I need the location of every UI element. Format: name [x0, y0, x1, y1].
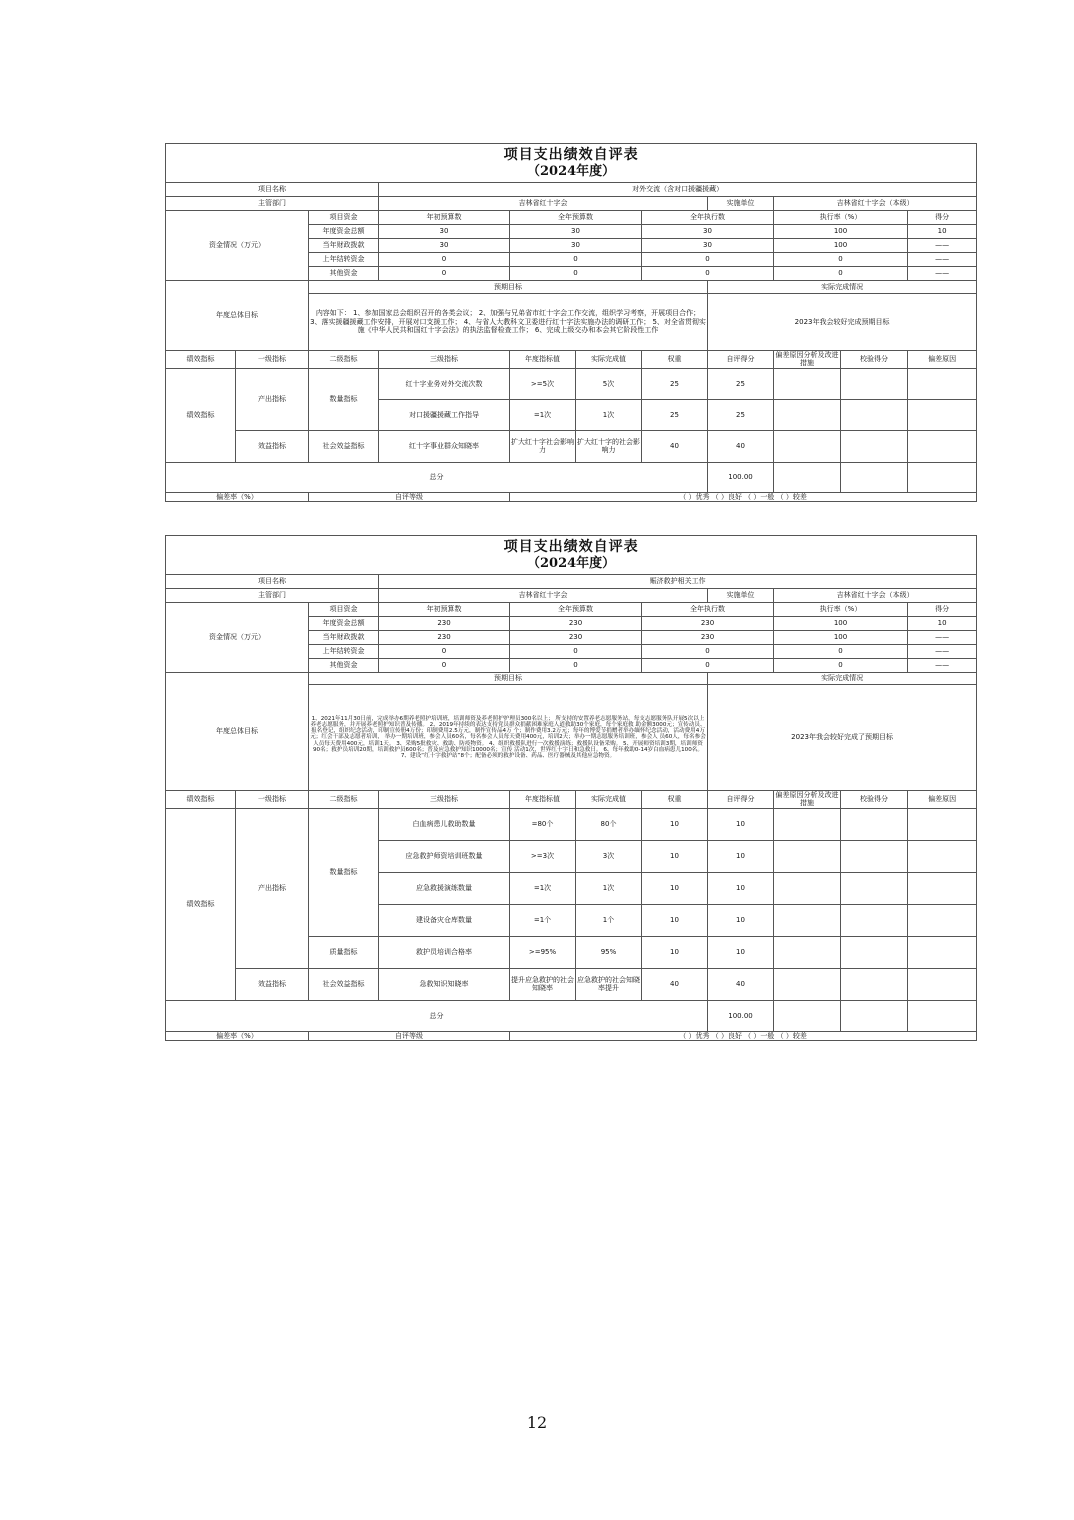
dept-value: 吉林省红十字会	[379, 197, 708, 211]
ind-cell: =1个	[510, 904, 576, 936]
fund-header: 项目资金	[309, 603, 379, 617]
fund-cell: 10	[908, 225, 977, 239]
empty-cell	[774, 808, 841, 840]
ind-cell: 急救知识知晓率	[379, 968, 510, 1000]
ind-cell: 对口援疆援藏工作指导	[379, 399, 510, 430]
grade-options: （ ）优秀 （ ）良好 （ ）一般 （ ）较差	[510, 1031, 977, 1040]
actual-label: 实际完成情况	[708, 673, 977, 685]
empty-cell	[841, 1000, 908, 1031]
fund-cell: 100	[774, 239, 908, 253]
ind-cell: 1次	[576, 872, 642, 904]
fund-cell: 230	[510, 617, 642, 631]
expected-label: 预期目标	[309, 673, 708, 685]
table-subtitle: （2024年度）	[526, 556, 616, 571]
fund-cell: 30	[510, 239, 642, 253]
table-row	[166, 430, 977, 462]
fund-cell: 0	[642, 659, 774, 673]
empty-cell	[841, 872, 908, 904]
ind-header: 年度指标值	[510, 351, 576, 369]
l1-effect: 效益指标	[236, 430, 309, 462]
empty-cell	[908, 462, 977, 492]
ind-cell: 5次	[576, 368, 642, 399]
fund-cell: 其他资金	[309, 267, 379, 281]
fund-cell: ——	[908, 645, 977, 659]
empty-cell	[841, 936, 908, 968]
ind-header: 偏差原因	[908, 351, 977, 369]
actual-result-text: 2023年我会较好完成了预期目标	[708, 685, 977, 791]
l1-output: 产出指标	[236, 808, 309, 968]
fund-cell: 上年结转资金	[309, 645, 379, 659]
unit-label: 实施单位	[708, 589, 774, 603]
fund-cell: 0	[774, 253, 908, 267]
fund-cell: 30	[642, 225, 774, 239]
fund-cell: 230	[379, 631, 510, 645]
empty-cell	[841, 462, 908, 492]
ind-header: 二级指标	[309, 351, 379, 369]
page-number: 12	[526, 1413, 548, 1432]
evaluation-table	[165, 535, 977, 1041]
fund-cell: 0	[774, 267, 908, 281]
actual-label: 实际完成情况	[708, 281, 977, 294]
ind-header: 二级指标	[309, 791, 379, 809]
fund-cell: 0	[379, 253, 510, 267]
empty-cell	[774, 430, 841, 462]
fund-header: 得分	[908, 603, 977, 617]
project-name-value: 赈济救护相关工作	[379, 575, 977, 589]
l2-social: 社会效益指标	[309, 430, 379, 462]
ind-header: 自评得分	[708, 351, 774, 369]
empty-cell	[774, 936, 841, 968]
empty-cell	[774, 1000, 841, 1031]
ind-cell: 10	[642, 904, 708, 936]
grade-options: （ ）优秀 （ ）良好 （ ）一般 （ ）较差	[510, 492, 977, 501]
ind-cell: 红十字事业群众知晓率	[379, 430, 510, 462]
ind-label: 绩效指标	[166, 368, 236, 462]
fund-header: 全年执行数	[642, 603, 774, 617]
ind-cell: 40	[708, 430, 774, 462]
total-label: 总分	[166, 1000, 708, 1031]
fund-cell: 0	[642, 267, 774, 281]
ind-cell: 10	[642, 936, 708, 968]
empty-cell	[774, 904, 841, 936]
ind-header: 一级指标	[236, 351, 309, 369]
fund-cell: 0	[510, 253, 642, 267]
grade-label: 自评等级	[309, 492, 510, 501]
ind-header: 偏差原因分析及改进措施	[775, 791, 839, 808]
table-title: 项目支出绩效自评表	[503, 147, 639, 163]
empty-cell	[774, 462, 841, 492]
deviation-label: 偏差率（%）	[166, 492, 309, 501]
ind-cell: 建设备灾仓库数量	[379, 904, 510, 936]
ind-cell: 应急救援演练数量	[379, 872, 510, 904]
ind-cell: 25	[642, 368, 708, 399]
ind-header: 权重	[642, 351, 708, 369]
ind-cell: 25	[708, 399, 774, 430]
ind-cell: >=5次	[510, 368, 576, 399]
l1-output: 产出指标	[236, 368, 309, 430]
ind-cell: 扩大红十字的社会影响力	[576, 430, 642, 462]
ind-cell: 应急救护的社会知晓率提升	[576, 968, 642, 1000]
fund-header: 得分	[908, 211, 977, 225]
fund-header: 全年预算数	[510, 603, 642, 617]
empty-cell	[908, 1000, 977, 1031]
fund-cell: ——	[908, 659, 977, 673]
ind-cell: 3次	[576, 840, 642, 872]
goal-label: 年度总体目标	[166, 673, 309, 791]
total-label: 总分	[166, 462, 708, 492]
ind-header: 权重	[642, 791, 708, 809]
empty-cell	[841, 904, 908, 936]
fund-cell: 230	[642, 631, 774, 645]
fund-cell: 230	[510, 631, 642, 645]
fund-cell: 当年财政拨款	[309, 631, 379, 645]
empty-cell	[841, 840, 908, 872]
empty-cell	[774, 872, 841, 904]
ind-header: 年度指标值	[510, 791, 576, 809]
ind-cell: 10	[708, 904, 774, 936]
ind-header: 校验得分	[841, 351, 908, 369]
fund-cell: 0	[510, 645, 642, 659]
dept-label: 主管部门	[166, 197, 379, 211]
empty-cell	[908, 808, 977, 840]
ind-cell: 10	[708, 808, 774, 840]
fund-cell: 0	[379, 659, 510, 673]
ind-cell: >=3次	[510, 840, 576, 872]
ind-cell: 10	[708, 872, 774, 904]
ind-cell: 提升应急救护的社会知晓率	[510, 968, 576, 1000]
fund-cell: 年度资金总额	[309, 225, 379, 239]
expected-goal-text: 内容如下： 1、参加国家总会组织召开的各类会议； 2、加强与兄弟省市红十字会工作交流，组织学习考察，开展项目合作； 3、落实援疆援藏工作安排，开展对口支援工作； 4、与省人大教科文卫委进行红十字法实施办法的调研工作； 5、对全省贯彻实施《中华人民共和国红十字会法》的执法监督检查工作； 6、完成上级交办和本会其它阶段性工作	[309, 294, 708, 351]
ind-cell: 10	[642, 808, 708, 840]
fund-cell: 0	[774, 659, 908, 673]
empty-cell	[841, 399, 908, 430]
empty-cell	[841, 968, 908, 1000]
ind-header: 校验得分	[841, 791, 908, 809]
l2-quality: 质量指标	[309, 936, 379, 968]
ind-header: 一级指标	[236, 791, 309, 809]
l2-social: 社会效益指标	[309, 968, 379, 1000]
empty-cell	[841, 430, 908, 462]
empty-cell	[908, 430, 977, 462]
l1-effect: 效益指标	[236, 968, 309, 1000]
table-row	[166, 368, 977, 399]
empty-cell	[908, 368, 977, 399]
fund-cell: 0	[642, 253, 774, 267]
ind-cell: 10	[642, 872, 708, 904]
ind-cell: 40	[642, 968, 708, 1000]
empty-cell	[774, 368, 841, 399]
ind-header: 偏差原因分析及改进措施	[775, 351, 839, 368]
ind-cell: =1次	[510, 872, 576, 904]
unit-value: 吉林省红十字会（本级）	[774, 197, 977, 211]
expected-goal-text: 1、2021年11月30日前，完成举办6期养老照护培训班，培训师资及养老照护护理员300名以上； 所支持的安置养老志愿服务站，每支志愿服务队开展5次以上养老志愿服务，并开展养老照护知识普及传播。 2、2019年持续的表达支持党员群众捐献困难家庭人道救助30个家庭，每个家庭救 助金额3000元；宣传动员、报名登记，组织纪念活动，印制宣传册4万份；印制费用2.5万元，制作宣传品4万 个；制作费用3.2万元；每年的博爱节捐赠者举办缅怀纪念活动，活动费用4万元；红会干部及志愿者培训， 举办一期培训班，参会人员60名，每名参会人员每天费用400元，培训2天；举办一期志愿服务培训班，参会人 员60人，每名参会人员每天费用400元，培训1天。 3、采购5批救灾、救助、防疫物资。 4、组织救援队进行一次救援演练；救援队设备采购。 5、开展师资培训3期，培训师资90名；救护员培训20期，培训救护员600名；普及应急救护知识10000名；宣传 活动1次，世界红十字日和急救日。 6、每年救助0-14岁白血病患儿100名。 7、建设“红十字救护站”8个；配备必须的救护设备、药品、医疗器械及其他应急物资。	[309, 685, 708, 791]
fund-cell: 其他资金	[309, 659, 379, 673]
ind-cell: 80个	[576, 808, 642, 840]
fund-cell: ——	[908, 631, 977, 645]
unit-label: 实施单位	[708, 197, 774, 211]
ind-cell: 25	[642, 399, 708, 430]
empty-cell	[908, 399, 977, 430]
deviation-label: 偏差率（%）	[166, 1031, 309, 1040]
ind-cell: 10	[708, 936, 774, 968]
ind-cell: >=95%	[510, 936, 576, 968]
fund-header: 全年预算数	[510, 211, 642, 225]
fund-header: 年初预算数	[379, 211, 510, 225]
ind-cell: 40	[642, 430, 708, 462]
dept-label: 主管部门	[166, 589, 379, 603]
l2-qty: 数量指标	[309, 808, 379, 936]
empty-cell	[774, 840, 841, 872]
fund-cell: 0	[379, 645, 510, 659]
fund-cell: ——	[908, 267, 977, 281]
ind-header: 绩效指标	[166, 791, 236, 809]
ind-cell: 1次	[576, 399, 642, 430]
ind-header: 绩效指标	[166, 351, 236, 369]
empty-cell	[908, 968, 977, 1000]
fund-cell: 100	[774, 617, 908, 631]
ind-cell: =80个	[510, 808, 576, 840]
title-block	[166, 144, 977, 183]
fund-cell: 0	[774, 645, 908, 659]
dept-value: 吉林省红十字会	[379, 589, 708, 603]
project-name-label: 项目名称	[166, 183, 379, 197]
fund-cell: 30	[379, 225, 510, 239]
fund-cell: 上年结转资金	[309, 253, 379, 267]
table-row	[166, 808, 977, 840]
fund-header: 执行率（%）	[774, 603, 908, 617]
fund-cell: 230	[379, 617, 510, 631]
funds-label: 资金情况（万元）	[166, 211, 309, 281]
fund-cell: 0	[642, 645, 774, 659]
fund-header: 年初预算数	[379, 603, 510, 617]
table-title: 项目支出绩效自评表	[503, 539, 639, 555]
fund-cell: 0	[510, 659, 642, 673]
ind-cell: 40	[708, 968, 774, 1000]
ind-cell: 1个	[576, 904, 642, 936]
project-name-label: 项目名称	[166, 575, 379, 589]
empty-cell	[841, 808, 908, 840]
fund-header: 项目资金	[309, 211, 379, 225]
evaluation-sheet-1	[165, 143, 976, 502]
empty-cell	[908, 936, 977, 968]
empty-cell	[908, 872, 977, 904]
evaluation-table	[165, 143, 977, 502]
table-row	[166, 968, 977, 1000]
fund-cell: 100	[774, 631, 908, 645]
empty-cell	[908, 840, 977, 872]
evaluation-sheet-2	[165, 535, 976, 1041]
empty-cell	[908, 904, 977, 936]
total-value: 100.00	[708, 462, 774, 492]
fund-cell: 年度资金总额	[309, 617, 379, 631]
fund-cell: ——	[908, 253, 977, 267]
ind-header: 实际完成值	[576, 791, 642, 809]
ind-cell: 红十字业务对外交流次数	[379, 368, 510, 399]
ind-cell: 救护员培训合格率	[379, 936, 510, 968]
title-block	[166, 536, 977, 575]
ind-cell: 应急救护师资培训班数量	[379, 840, 510, 872]
fund-cell: 30	[642, 239, 774, 253]
project-name-value: 对外交流（含对口援疆援藏）	[379, 183, 977, 197]
ind-header: 三级指标	[379, 791, 510, 809]
fund-cell: 30	[510, 225, 642, 239]
table-subtitle: （2024年度）	[526, 164, 616, 179]
unit-value: 吉林省红十字会（本级）	[774, 589, 977, 603]
ind-header: 自评得分	[708, 791, 774, 809]
ind-cell: =1次	[510, 399, 576, 430]
ind-header: 偏差原因	[908, 791, 977, 809]
ind-cell: 95%	[576, 936, 642, 968]
ind-header: 三级指标	[379, 351, 510, 369]
ind-cell: 白血病患儿救助数量	[379, 808, 510, 840]
goal-label: 年度总体目标	[166, 281, 309, 351]
ind-cell: 扩大红十字社会影响力	[510, 430, 576, 462]
fund-cell: 10	[908, 617, 977, 631]
total-value: 100.00	[708, 1000, 774, 1031]
fund-cell: 230	[642, 617, 774, 631]
l2-qty: 数量指标	[309, 368, 379, 430]
expected-label: 预期目标	[309, 281, 708, 294]
grade-label: 自评等级	[309, 1031, 510, 1040]
fund-header: 全年执行数	[642, 211, 774, 225]
fund-cell: 30	[379, 239, 510, 253]
empty-cell	[774, 968, 841, 1000]
actual-result-text: 2023年我会较好完成预期目标	[708, 294, 977, 351]
ind-cell: 25	[708, 368, 774, 399]
fund-header: 执行率（%）	[774, 211, 908, 225]
fund-cell: 当年财政拨款	[309, 239, 379, 253]
fund-cell: 0	[510, 267, 642, 281]
ind-cell: 10	[642, 840, 708, 872]
funds-label: 资金情况（万元）	[166, 603, 309, 673]
fund-cell: 0	[379, 267, 510, 281]
ind-header: 实际完成值	[576, 351, 642, 369]
fund-cell: ——	[908, 239, 977, 253]
ind-cell: 10	[708, 840, 774, 872]
ind-label: 绩效指标	[166, 808, 236, 1000]
fund-cell: 100	[774, 225, 908, 239]
empty-cell	[774, 399, 841, 430]
empty-cell	[841, 368, 908, 399]
